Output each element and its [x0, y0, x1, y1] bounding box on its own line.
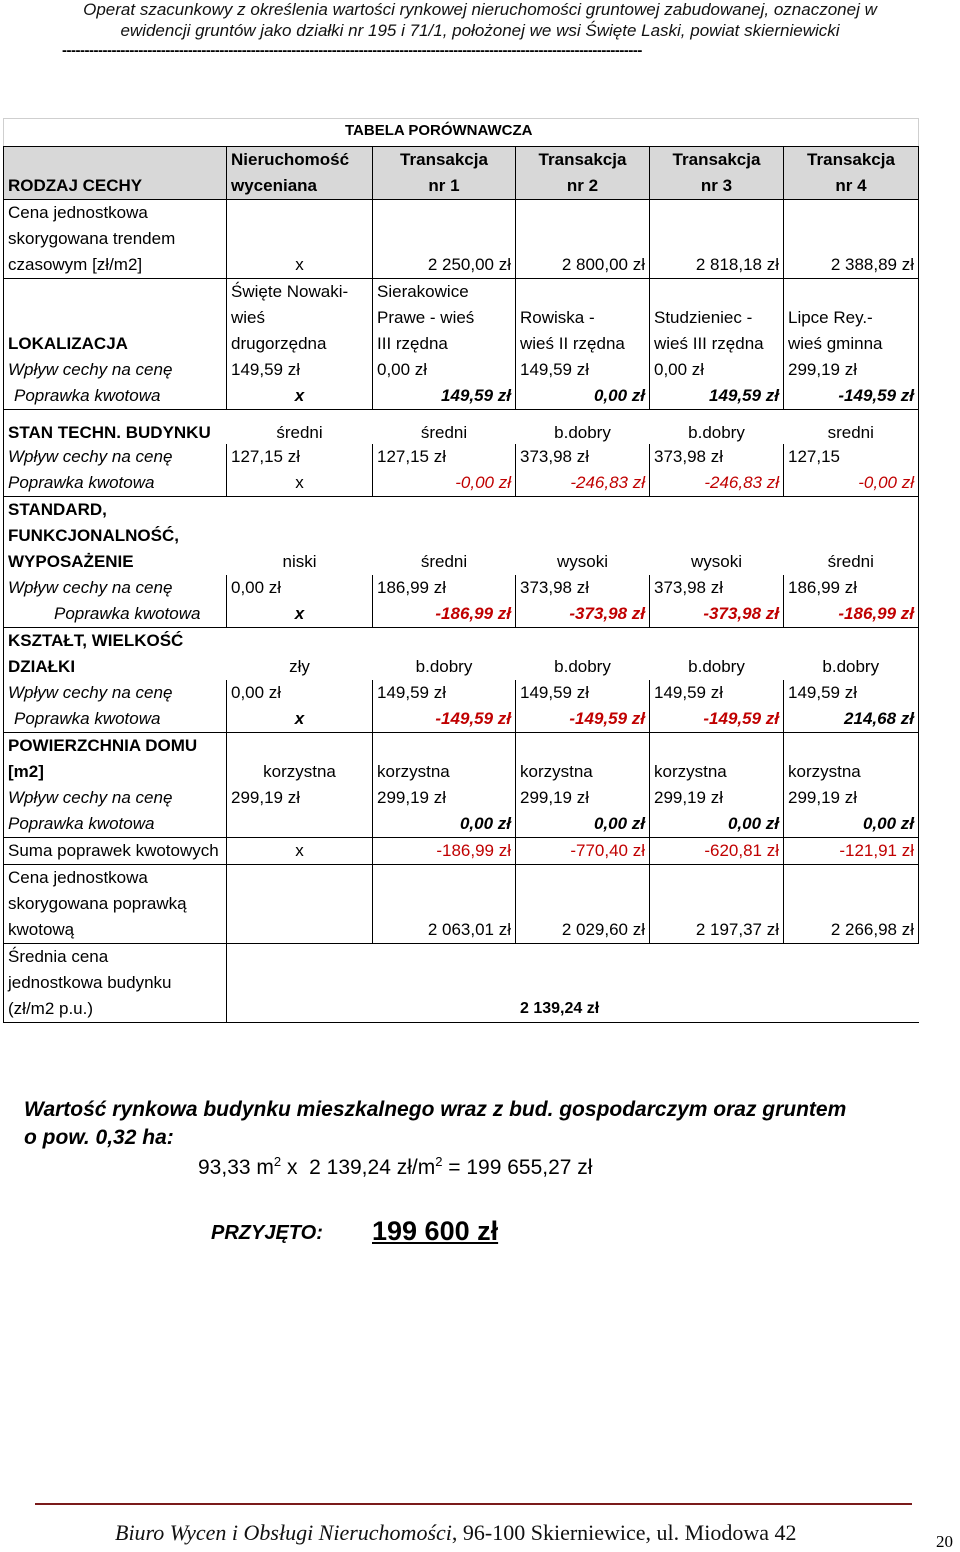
powierzchnia-poprawka-t2: 0,00 zł — [516, 811, 650, 838]
lokalizacja-poprawka-label: Poprawka kwotowa — [4, 383, 227, 410]
table-title: TABELA PORÓWNAWCZA — [345, 122, 533, 139]
lokalizacja-poprawka-t3: 149,59 zł — [650, 383, 784, 410]
header-t1 — [373, 147, 516, 200]
cena-popr-label-2: skorygowana poprawką — [8, 894, 187, 913]
lokalizacja-w — [227, 279, 373, 358]
lokalizacja-wplyw-t4: 299,19 zł — [784, 357, 919, 383]
suma-label: Suma poprawek kwotowych — [4, 838, 227, 865]
lokalizacja-t3-2: wieś III rzędna — [654, 334, 764, 353]
standard-label-3: WYPOSAŻENIE — [8, 552, 134, 571]
table-row-lokalizacja-poprawka — [4, 383, 919, 410]
header-wyceniana-line2: wyceniana — [231, 176, 317, 195]
suma-t2: -770,40 zł — [516, 838, 650, 865]
suma-t1: -186,99 zł — [373, 838, 516, 865]
powierzchnia-poprawka-label: Poprawka kwotowa — [4, 811, 227, 838]
footer-office: Biuro Wycen i Obsługi Nieruchomości — [115, 1520, 452, 1545]
standard-label — [4, 497, 227, 576]
cena-trend-t2: 2 800,00 zł — [516, 200, 650, 279]
calc-area: 93,33 m — [198, 1156, 274, 1179]
stan-t1: średni — [420, 423, 468, 442]
stan-poprawka-label: Poprawka kwotowa — [4, 470, 227, 497]
srednia-label — [4, 944, 227, 1023]
powierzchnia-wplyw-t1: 299,19 zł — [373, 785, 516, 811]
stan-poprawka-w: x — [227, 470, 373, 497]
page-number: 20 — [936, 1532, 953, 1551]
standard-poprawka-t4: -186,99 zł — [784, 601, 919, 628]
cena-trend-t3: 2 818,18 zł — [650, 200, 784, 279]
table-row-standard — [4, 497, 919, 576]
stan-wplyw-t3: 373,98 zł — [650, 444, 784, 470]
stan-w: średni — [276, 423, 323, 442]
header-t2-line2: nr 2 — [566, 176, 599, 195]
standard-w: niski — [282, 552, 317, 571]
header-t4-line2: nr 4 — [835, 176, 867, 195]
lokalizacja-wplyw-t2: 149,59 zł — [516, 357, 650, 383]
stan-wplyw-t1: 127,15 zł — [373, 444, 516, 470]
lokalizacja-wplyw-t3: 0,00 zł — [650, 357, 784, 383]
ksztalt-label — [4, 628, 227, 681]
ksztalt-poprawka-t3: -149,59 zł — [650, 706, 784, 733]
standard-wplyw-t4: 186,99 zł — [784, 575, 919, 601]
stan-t4: sredni — [784, 410, 919, 445]
powierzchnia-poprawka-t4: 0,00 zł — [784, 811, 919, 838]
suma-w: x — [227, 838, 373, 865]
ksztalt-wplyw-w: 0,00 zł — [227, 680, 373, 706]
stan-poprawka-t4: -0,00 zł — [784, 470, 919, 497]
ksztalt-label-2: DZIAŁKI — [8, 657, 76, 676]
ksztalt-wplyw-t2: 149,59 zł — [516, 680, 650, 706]
table-row-lokalizacja-wplyw — [4, 357, 919, 383]
lokalizacja-t2-2: wieś II rzędna — [520, 334, 625, 353]
footer-street: , 96-100 Skierniewice, ul. Miodowa 42 — [451, 1520, 797, 1545]
table-row-stan-wplyw — [4, 444, 919, 470]
ksztalt-wplyw-t4: 149,59 zł — [784, 680, 919, 706]
stan-poprawka-t2: -246,83 zł — [516, 470, 650, 497]
lokalizacja-t2 — [516, 279, 650, 358]
cena-trend-label-2: skorygowana trendem — [8, 229, 176, 248]
standard-wplyw-label: Wpływ cechy na cenę — [4, 575, 227, 601]
lokalizacja-wplyw-label: Wpływ cechy na cenę — [4, 357, 227, 383]
cena-popr-t2: 2 029,60 zł — [516, 865, 650, 944]
ksztalt-w: zły — [289, 657, 310, 676]
lokalizacja-wplyw-t1: 0,00 zł — [373, 357, 516, 383]
lokalizacja-label: LOKALIZACJA — [4, 279, 227, 358]
powierzchnia-wplyw-label: Wpływ cechy na cenę — [4, 785, 227, 811]
srednia-label-1: Średnia cena — [8, 947, 109, 966]
powierzchnia-t1: korzystna — [373, 733, 516, 786]
table-row-powierzchnia — [4, 733, 919, 786]
powierzchnia-label-1: POWIERZCHNIA DOMU — [8, 736, 198, 755]
header-t2 — [516, 147, 650, 200]
calc-result: = 199 655,27 zł — [442, 1156, 593, 1179]
accepted-value: 199 600 zł — [372, 1216, 499, 1246]
srednia-value-cell — [227, 944, 919, 1023]
standard-wplyw-w: 0,00 zł — [227, 575, 373, 601]
summary-line-1: Wartość rynkowa budynku mieszkalnego wraz z bud. gospodarczym oraz gruntem — [24, 1098, 847, 1121]
cena-popr-t4: 2 266,98 zł — [784, 865, 919, 944]
lokalizacja-poprawka-w: x — [227, 383, 373, 410]
header-wyceniana-line1: Nieruchomość — [231, 150, 350, 169]
ksztalt-t3: b.dobry — [688, 657, 745, 676]
standard-poprawka-w: x — [227, 601, 373, 628]
header-t3-line2: nr 3 — [700, 176, 733, 195]
ksztalt-wplyw-label: Wpływ cechy na cenę — [4, 680, 227, 706]
lokalizacja-t1 — [373, 279, 516, 358]
cena-popr-w — [227, 865, 373, 944]
powierzchnia-label — [4, 733, 227, 786]
standard-poprawka-t1: -186,99 zł — [373, 601, 516, 628]
powierzchnia-poprawka-w — [227, 811, 373, 838]
stan-wplyw-t4: 127,15 — [784, 444, 919, 470]
stan-label: STAN TECHN. BUDYNKU — [4, 410, 227, 445]
stan-poprawka-t3: -246,83 zł — [650, 470, 784, 497]
table-row-powierzchnia-wplyw — [4, 785, 919, 811]
powierzchnia-poprawka-t3: 0,00 zł — [650, 811, 784, 838]
header-line-2: ewidencji gruntów jako działki nr 195 i 71/1, położonej we wsi Święte Laski, powiat skierniewicki — [120, 21, 840, 40]
ksztalt-wplyw-t1: 149,59 zł — [373, 680, 516, 706]
lokalizacja-poprawka-t4: -149,59 zł — [784, 383, 919, 410]
standard-t3: wysoki — [690, 552, 742, 571]
lokalizacja-t4 — [784, 279, 919, 358]
ksztalt-poprawka-label: Poprawka kwotowa — [4, 706, 227, 733]
header-t3 — [650, 147, 784, 200]
powierzchnia-t4: korzystna — [784, 733, 919, 786]
cena-popr-label-3: kwotową — [8, 920, 75, 939]
cena-popr-label — [4, 865, 227, 944]
ksztalt-poprawka-t1: -149,59 zł — [373, 706, 516, 733]
footer-rule — [35, 1503, 912, 1505]
table-row-cena-poprawka — [4, 865, 919, 944]
accepted-label: PRZYJĘTO: — [211, 1222, 323, 1244]
standard-poprawka-t3: -373,98 zł — [650, 601, 784, 628]
header-t2-line1: Transakcja — [538, 150, 627, 169]
stan-t2: b.dobry — [554, 423, 611, 442]
powierzchnia-label-2: [m2] — [8, 762, 44, 781]
cena-popr-label-1: Cena jednostkowa — [8, 868, 148, 887]
header-line-1: Operat szacunkowy z określenia wartości rynkowej nieruchomości gruntowej zabudowanej, oznaczonej w — [83, 0, 877, 19]
lokalizacja-t1-2: Prawe - wieś — [377, 308, 475, 327]
summary-line-2: o pow. 0,32 ha: — [24, 1126, 174, 1149]
table-row-powierzchnia-poprawka — [4, 811, 919, 838]
cena-trend-w: x — [227, 200, 373, 279]
lokalizacja-poprawka-t1: 149,59 zł — [373, 383, 516, 410]
header-t4 — [784, 147, 919, 200]
header-t4-line1: Transakcja — [807, 150, 895, 169]
standard-t2: wysoki — [556, 552, 608, 571]
table-row-cena-trend — [4, 200, 919, 279]
standard-poprawka-t2: -373,98 zł — [516, 601, 650, 628]
stan-wplyw-label: Wpływ cechy na cenę — [4, 444, 227, 470]
suma-t3: -620,81 zł — [650, 838, 784, 865]
powierzchnia-wplyw-t2: 299,19 zł — [516, 785, 650, 811]
lokalizacja-w-3: drugorzędna — [231, 334, 327, 353]
stan-wplyw-t2: 373,98 zł — [516, 444, 650, 470]
ksztalt-t1: b.dobry — [415, 657, 473, 676]
calc-sup-1: 2 — [273, 1154, 282, 1169]
suma-t4: -121,91 zł — [784, 838, 919, 865]
cena-trend-t4: 2 388,89 zł — [784, 200, 919, 279]
ksztalt-t2: b.dobry — [554, 657, 611, 676]
lokalizacja-t3-1: Studzieniec - — [654, 308, 753, 327]
table-row-ksztalt — [4, 628, 919, 681]
standard-poprawka-label: Poprawka kwotowa — [4, 601, 227, 628]
standard-wplyw-t2: 373,98 zł — [516, 575, 650, 601]
header-t1-line1: Transakcja — [400, 150, 488, 169]
table-row-standard-poprawka — [4, 601, 919, 628]
ksztalt-wplyw-t3: 149,59 zł — [650, 680, 784, 706]
lokalizacja-w-1: Święte Nowaki- — [231, 282, 349, 301]
table-row-stan-poprawka — [4, 470, 919, 497]
ksztalt-t4: b.dobry — [784, 628, 919, 681]
standard-t1: średni — [420, 552, 468, 571]
standard-label-2: FUNKCJONALNOŚĆ, — [8, 526, 179, 545]
table-row-srednia — [4, 944, 919, 1023]
srednia-label-2: jednostkowa budynku — [8, 973, 172, 992]
table-row-standard-wplyw — [4, 575, 919, 601]
header-t1-line2: nr 1 — [428, 176, 460, 195]
powierzchnia-t3: korzystna — [650, 733, 784, 786]
srednia-label-3: (zł/m2 p.u.) — [8, 999, 94, 1018]
lokalizacja-t3 — [650, 279, 784, 358]
table-header-row — [4, 147, 919, 200]
cena-trend-t1: 2 250,00 zł — [373, 200, 516, 279]
stan-poprawka-t1: -0,00 zł — [373, 470, 516, 497]
stan-t3: b.dobry — [688, 423, 745, 442]
footer-address — [115, 1520, 797, 1546]
header-wyceniana — [227, 147, 373, 200]
comparison-table — [3, 146, 919, 1023]
lokalizacja-t1-3: III rzędna — [377, 334, 448, 353]
summary-calculation — [198, 1154, 592, 1180]
standard-t4: średni — [784, 497, 919, 576]
powierzchnia-wplyw-t4: 299,19 zł — [784, 785, 919, 811]
header-separator: --------------------------------------------------------------------------------------------------------------------------------- — [62, 42, 642, 59]
standard-wplyw-t1: 186,99 zł — [373, 575, 516, 601]
powierzchnia-w: korzystna — [227, 733, 373, 786]
ksztalt-label-1: KSZTAŁT, WIELKOŚĆ — [8, 631, 184, 650]
ksztalt-poprawka-w: x — [227, 706, 373, 733]
header-t3-line1: Transakcja — [672, 150, 761, 169]
table-row-stan — [4, 410, 919, 445]
stan-wplyw-w: 127,15 zł — [227, 444, 373, 470]
cena-trend-label-3: czasowym [zł/m2] — [8, 255, 143, 274]
lokalizacja-poprawka-t2: 0,00 zł — [516, 383, 650, 410]
calc-sup-2: 2 — [435, 1154, 443, 1169]
srednia-value: 2 139,24 zł — [520, 1000, 600, 1017]
powierzchnia-t2: korzystna — [516, 733, 650, 786]
header-rodzaj: RODZAJ CECHY — [4, 147, 227, 200]
calc-price: x 2 139,24 zł/m — [281, 1156, 436, 1179]
lokalizacja-t4-2: wieś gminna — [788, 334, 883, 353]
table-row-lokalizacja — [4, 279, 919, 358]
table-row-ksztalt-poprawka — [4, 706, 919, 733]
lokalizacja-w-2: wieś — [231, 308, 266, 327]
standard-wplyw-t3: 373,98 zł — [650, 575, 784, 601]
powierzchnia-poprawka-t1: 0,00 zł — [373, 811, 516, 838]
lokalizacja-t4-1: Lipce Rey.- — [788, 308, 873, 327]
cena-popr-t3: 2 197,37 zł — [650, 865, 784, 944]
powierzchnia-wplyw-w: 299,19 zł — [227, 785, 373, 811]
cena-trend-label — [4, 200, 227, 279]
lokalizacja-wplyw-w: 149,59 zł — [227, 357, 373, 383]
powierzchnia-wplyw-t3: 299,19 zł — [650, 785, 784, 811]
ksztalt-poprawka-t4: 214,68 zł — [784, 706, 919, 733]
standard-label-1: STANDARD, — [8, 500, 107, 519]
lokalizacja-t2-1: Rowiska - — [520, 308, 595, 327]
ksztalt-poprawka-t2: -149,59 zł — [516, 706, 650, 733]
table-row-ksztalt-wplyw — [4, 680, 919, 706]
cena-trend-label-1: Cena jednostkowa — [8, 203, 148, 222]
cena-popr-t1: 2 063,01 zł — [373, 865, 516, 944]
lokalizacja-t1-1: Sierakowice — [377, 282, 469, 301]
table-row-suma — [4, 838, 919, 865]
